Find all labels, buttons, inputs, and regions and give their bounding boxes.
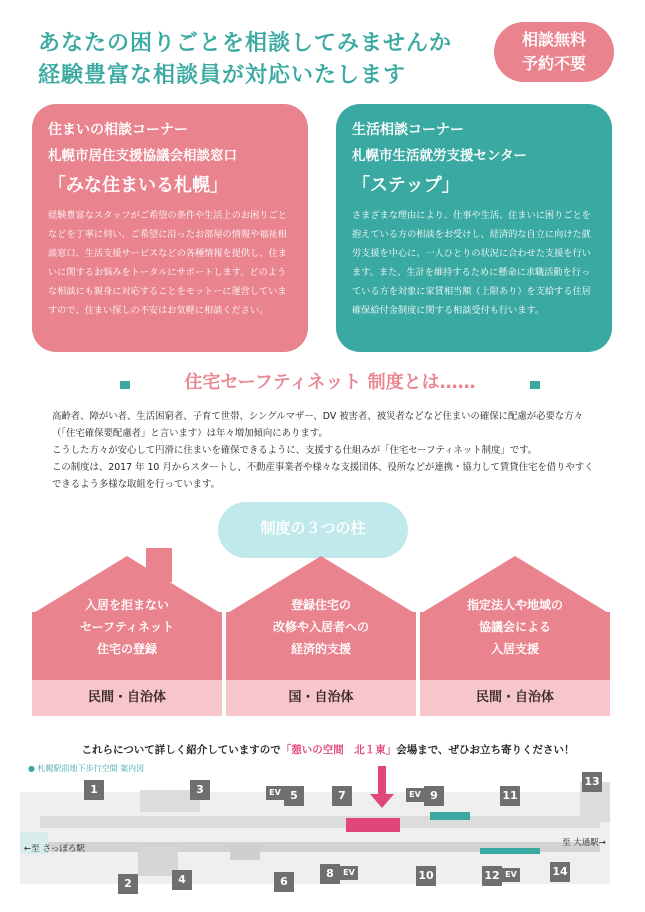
map-num-8: 8 <box>320 864 340 884</box>
headline-2: 経験豊富な相談員が対応いたします <box>38 63 407 88</box>
headline-1: あなたの困りごとを相談してみませんか <box>38 31 453 56</box>
pillar-1-text <box>32 594 222 660</box>
pillar-1-foot: 民間・自治体 <box>32 680 222 716</box>
map-lane-top <box>40 816 600 828</box>
life-description: さまざまな理由により、仕事や生活、住まいに困りごとを抱えている方の相談をお受けし、経済的な自立に向けた就労支援を中心に、一人ひとりの状況に合わせた支援を行います。また、生計を維持するために懸命に求職活動を行っている方を対象に家賃相当額（上限あり）を支給する住居確保給付金制度に関する相談受付も行います。 <box>352 210 591 316</box>
map-block-teal-2 <box>480 848 540 854</box>
paragraph-1: 高齢者、障がい者、生活困窮者、子育て世帯、シングルマザー、DV 被害者、被災者などなど住まいの確保に配慮が必要な方々（「住宅確保要配慮者」と言います）は年々増加傾向にあります。 <box>52 411 583 439</box>
housing-org-name: 札幌市居住支援協議会相談窓口 <box>48 148 237 164</box>
pillar-2-line-1: 登録住宅の <box>290 598 351 612</box>
invite-text <box>48 742 608 757</box>
housing-description: 経験豊富なスタッフがご希望の条件や生活上のお困りごとなどを丁寧に伺い、ご希望に沿ったお部屋の情報や福祉相談窓口、生活支援サービスなどの各種情報を提供し、住まいに関するお悩みをトータルにサポートします。どのような相談にも親身に対応することをモットーに運営していますので、住まい探しの不安はお気軽に相談ください。 <box>48 210 287 316</box>
map-num-11: 11 <box>500 786 520 806</box>
badge-line-2: 予約不要 <box>521 54 586 73</box>
life-org-name: 札幌市生活就労支援センター <box>352 148 527 164</box>
map-block-c <box>230 844 260 860</box>
pillar-3-line-3: 入居支援 <box>490 642 539 656</box>
pillar-1-line-2: セーフティネット <box>80 620 174 634</box>
free-consult-badge <box>494 22 614 82</box>
badge-line-1: 相談無料 <box>521 30 586 49</box>
pillar-2-foot: 国・自治体 <box>226 680 416 716</box>
housing-corner-title: 住まいの相談コーナー <box>48 122 188 138</box>
venue-arrow-head <box>370 794 394 808</box>
pillar-3-line-1: 指定法人や地域の <box>466 598 563 612</box>
map-num-7: 7 <box>332 786 352 806</box>
pillar-2-line-2: 改修や入居者への <box>272 620 369 634</box>
pillar-3-foot: 民間・自治体 <box>420 680 610 716</box>
life-service-name: 「ステップ」 <box>352 175 460 196</box>
venue-arrow-shaft <box>378 766 386 796</box>
map-direction-west: ←至 さっぽろ駅 <box>24 844 85 854</box>
map-num-5: 5 <box>284 786 304 806</box>
venue-marker <box>346 818 400 832</box>
map-num-14: 14 <box>550 862 570 882</box>
invite-pre: これらについて詳しく紹介していますので <box>81 744 281 756</box>
paragraph-2: こうした方々が安心して円滑に住まいを確保できるように、支援する仕組みが「住宅セーフティネット制度」です。 <box>52 445 538 456</box>
map-num-3: 3 <box>190 780 210 800</box>
pillar-3-text <box>420 594 610 660</box>
pillar-1-line-3: 住宅の登録 <box>96 642 157 656</box>
paragraph-3: この制度は、2017 年 10 月からスタートし、不動産事業者や様々な支援団体、役所などが連携・協力して賃貸住宅を借りやすくできるよう多様な取組を行っています。 <box>52 462 594 490</box>
map-num-13: 13 <box>582 772 602 792</box>
pillar-3-line-2: 協議会による <box>478 620 551 634</box>
map-num-2: 2 <box>118 874 138 894</box>
housing-service-name: 「みな住まいる札幌」 <box>48 175 228 196</box>
map-direction-east: 至 大通駅→ <box>562 838 606 848</box>
map-block-teal-1 <box>430 812 470 820</box>
pillars-title: 制度の３つの柱 <box>260 519 366 537</box>
map-label: ● 札幌駅前地下歩行空間 案内図 <box>28 764 145 773</box>
safety-net-description <box>52 408 600 493</box>
map-ev-2: EV <box>340 866 358 880</box>
underground-map <box>20 772 625 902</box>
pillar-2-text <box>226 594 416 660</box>
life-consult-box <box>336 104 612 352</box>
map-num-12: 12 <box>482 866 502 886</box>
map-ev-4: EV <box>502 868 520 882</box>
map-num-9: 9 <box>424 786 444 806</box>
invite-post: 会場まで、ぜひお立ち寄りください！ <box>396 744 575 756</box>
pillar-1-line-1: 入居を拒まない <box>84 598 169 612</box>
venue-name: 「憩いの空間 北１東」 <box>280 744 397 756</box>
life-corner-title: 生活相談コーナー <box>352 122 464 138</box>
map-num-6: 6 <box>274 872 294 892</box>
map-ev-3: EV <box>406 788 424 802</box>
housing-consult-box <box>32 104 308 352</box>
map-corridor <box>20 792 610 884</box>
map-num-4: 4 <box>172 870 192 890</box>
safety-net-title: 住宅セーフティネット 制度とは…… <box>130 368 530 394</box>
map-num-10: 10 <box>416 866 436 886</box>
pillar-2-line-3: 経済的支援 <box>290 642 351 656</box>
map-ev-1: EV <box>266 786 284 800</box>
map-num-1: 1 <box>84 780 104 800</box>
